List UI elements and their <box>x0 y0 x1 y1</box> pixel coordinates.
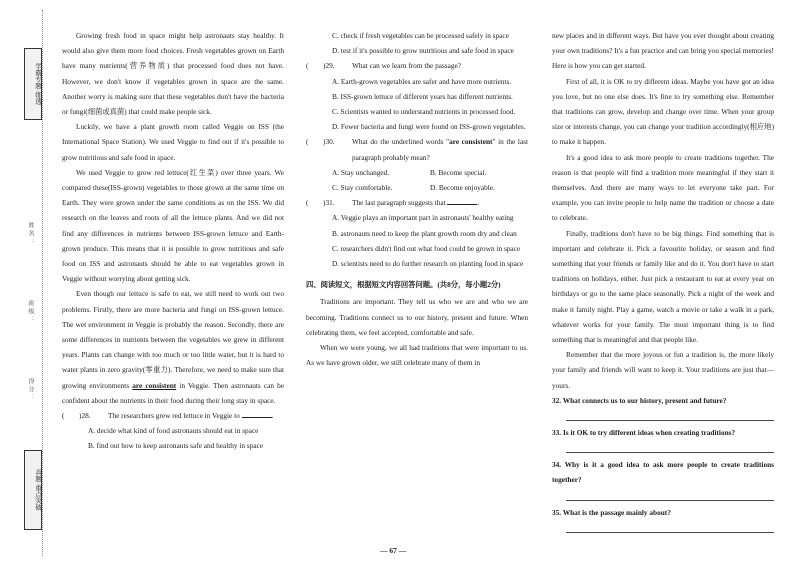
question-stem: The researchers grew red lettuce in Veggie to <box>108 411 240 421</box>
answer-line[interactable] <box>566 488 774 501</box>
answer-bracket[interactable]: ( )31. <box>306 198 335 208</box>
answer-line[interactable] <box>566 520 774 533</box>
question-30 <box>306 134 528 164</box>
option-b: B. ISS-grown lettuce of different years has different nutrients. <box>332 91 513 101</box>
passage-paragraph <box>62 286 284 408</box>
option-c: C. Scientists wanted to understand nutrients in processed food. <box>332 107 516 117</box>
binding-margin <box>0 0 56 566</box>
option-d: D. Fewer bacteria and fungi were found on ISS-grown vegetables. <box>332 122 526 132</box>
section-heading: 四、阅读短文，根据短文内容回答问题。(共8分，每小题2分) <box>306 280 501 290</box>
column-middle <box>306 28 528 370</box>
answer-blank <box>447 196 477 205</box>
class-label: 班级： <box>27 300 33 324</box>
passage-text: in Veggie. Then astronauts can be confident about the nutrients in their food during their long stay in space. <box>62 380 284 405</box>
question-stem: What do the underlined words " <box>352 137 450 147</box>
option-a: A. Veggie plays an important part in astronauts' healthy eating <box>332 213 514 223</box>
option-b: B. astronauts need to keep the plant growth room dry and clean <box>332 228 517 238</box>
option-d: D. test if it's possible to grow nutritious and safe food in space <box>332 46 514 56</box>
passage-paragraph: Luckily, we have a plant growth room called Veggie on ISS (the International Space Station). We used Veggie to find out if it's possible to grow nutritious and safe food in space. <box>62 122 284 162</box>
option-d: D. scientists need to do further research on planting food in space <box>332 259 524 269</box>
answer-blank <box>242 409 272 418</box>
seal-top: 学霸专题·练透 <box>24 48 42 120</box>
option-c: C. check if fresh vegetables can be processed safely in space <box>332 31 509 40</box>
answer-bracket[interactable]: ( )28. <box>62 411 91 421</box>
question-stem: " in the last paragraph probably mean? <box>352 137 528 162</box>
option-a: A. Stay unchanged. <box>332 167 390 177</box>
passage-paragraph: When we were young, we all had traditions that were important to us. As we have grown older, we still celebrate many of them in <box>306 343 528 368</box>
name-label: 姓名： <box>27 222 33 246</box>
option-d: D. Become enjoyable. <box>430 183 495 193</box>
answer-line[interactable] <box>566 440 774 453</box>
question-28: ( )28. The researchers grew red lettuce in Veggie to . <box>62 408 284 423</box>
passage-paragraph: We used Veggie to grow red lettuce(红生菜) over three years. We compared these(ISS-grown) vegetables to those grown at the same time on Earth. They were grown under the same conditions as on the ISS. We did research on the leaves and roots of all the lettuce plants. And we did not find any differences in nutrients between ISS-grown lettuce and Earth-grown produce. This means that it is possible to grow nutritious and safe food on ISS and astronauts should be able to eat vegetables grown in Veggie without worrying about getting sick. <box>62 167 284 284</box>
score-label: 得分： <box>27 378 33 402</box>
answer-line[interactable] <box>566 408 774 421</box>
passage-paragraph: It's a good idea to ask more people to create traditions together. The reason is that people will find a tradition more meaningful if they start it themselves. And there are many ways to let everyone take part. For example, you can invite people to help name the tradition or choose a date to celebrate. <box>552 152 774 223</box>
page-number: — 67 — <box>380 546 407 555</box>
question-stem: What can we learn from the passage? <box>352 61 461 71</box>
passage-paragraph: Remember that the more joyous or fun a tradition is, the more likely your family and friends will want to keep it. Your traditions are just that—yours. <box>552 350 774 390</box>
underlined-phrase: are consistent <box>132 380 177 390</box>
options-row <box>306 165 528 180</box>
passage-paragraph: Growing fresh food in space might help astronauts stay healthy. It would also give them more food choices. Fresh vegetables grown on Earth have many nutrients(营养物质) that processed food does not have. However, we don't know if vegetables grown in space are the same. Another worry is making sure that these vegetables don't have the bacteria or fungi(细菌或真菌) that could make people sick. <box>62 31 284 117</box>
answer-bracket[interactable]: ( )29. <box>306 61 335 71</box>
option-b: B. find out how to keep astronauts safe and healthy in space <box>88 441 264 451</box>
question-34: 34. Why is it a good idea to ask more people to create traditions together? <box>552 460 774 485</box>
quoted-phrase: are consistent <box>449 137 493 147</box>
question-31: ( )31. The last paragraph suggests that . <box>306 195 528 210</box>
passage-text: Even though our lettuce is safe to eat, we still need to work out two problems. Firstly, there are more bacteria and fungi on ISS-grown lettuce. The wet environment in Veggie is probably the reason. Secondly, there are some differences in nutrients between the vegetables we grew in different years. Plants can change with too much or too little water, but it is hard to water plants in zero gravity(零重力). Therefore, we need to make sure that growing environments <box>62 289 284 390</box>
passage-paragraph: Finally, traditions don't have to be big things. Find something that is important and celebrate it. Pick a favourite holiday, or season and find something that your friends or family like and do it. You don't have to start traditions on holidays, either. Just pick a restaurant to eat at every year on birthdays or go to the same place seasonally. Pick a night of the week and make it family night. Play a game, watch a movie or take a walk in a park, whatever works for your family. The most important thing is to find something that is meaningful and that people like. <box>552 228 774 345</box>
question-33: 33. Is it OK to try different ideas when creating traditions? <box>552 428 736 438</box>
options-row <box>306 180 528 195</box>
seal-bottom: 真题·重点突破 <box>24 450 42 530</box>
passage-paragraph: Traditions are important. They tell us who we are and who we are becoming. Traditions connect us to our history, present and future. When celebrating them, we feel accepted, comfortable and safe. <box>306 297 528 337</box>
answer-bracket[interactable]: ( )30. <box>306 137 335 147</box>
column-left <box>62 28 284 454</box>
question-35: 35. What is the passage mainly about? <box>552 507 671 517</box>
question-32: 32. What connects us to our history, present and future? <box>552 395 727 405</box>
question-stem: The last paragraph suggests that <box>352 198 446 208</box>
passage-paragraph: new places and in different ways. But have you ever thought about creating your own traditions? It's a fun practice and can bring you special memories! Here is how you can get started. <box>552 31 774 71</box>
option-b: B. Become special. <box>430 167 487 177</box>
cut-line <box>42 10 43 556</box>
passage-paragraph: First of all, it is OK to try different ideas. Maybe you have got an idea you love, but no one else does. It's fine to try something else. Remember that traditions can grow, develop and change over time. When your group size or interests change, you can change your tradition accordingly(相应地) to make it happen. <box>552 76 774 147</box>
option-a: A. Earth-grown vegetables are safer and have more nutrients. <box>332 76 512 86</box>
question-29 <box>306 58 528 73</box>
option-c: C. Stay comfortable. <box>332 183 393 193</box>
option-c: C. researchers didn't find out what food could be grown in space <box>332 243 521 253</box>
option-a: A. decide what kind of food astronauts should eat in space <box>88 426 259 436</box>
column-right <box>552 28 774 537</box>
